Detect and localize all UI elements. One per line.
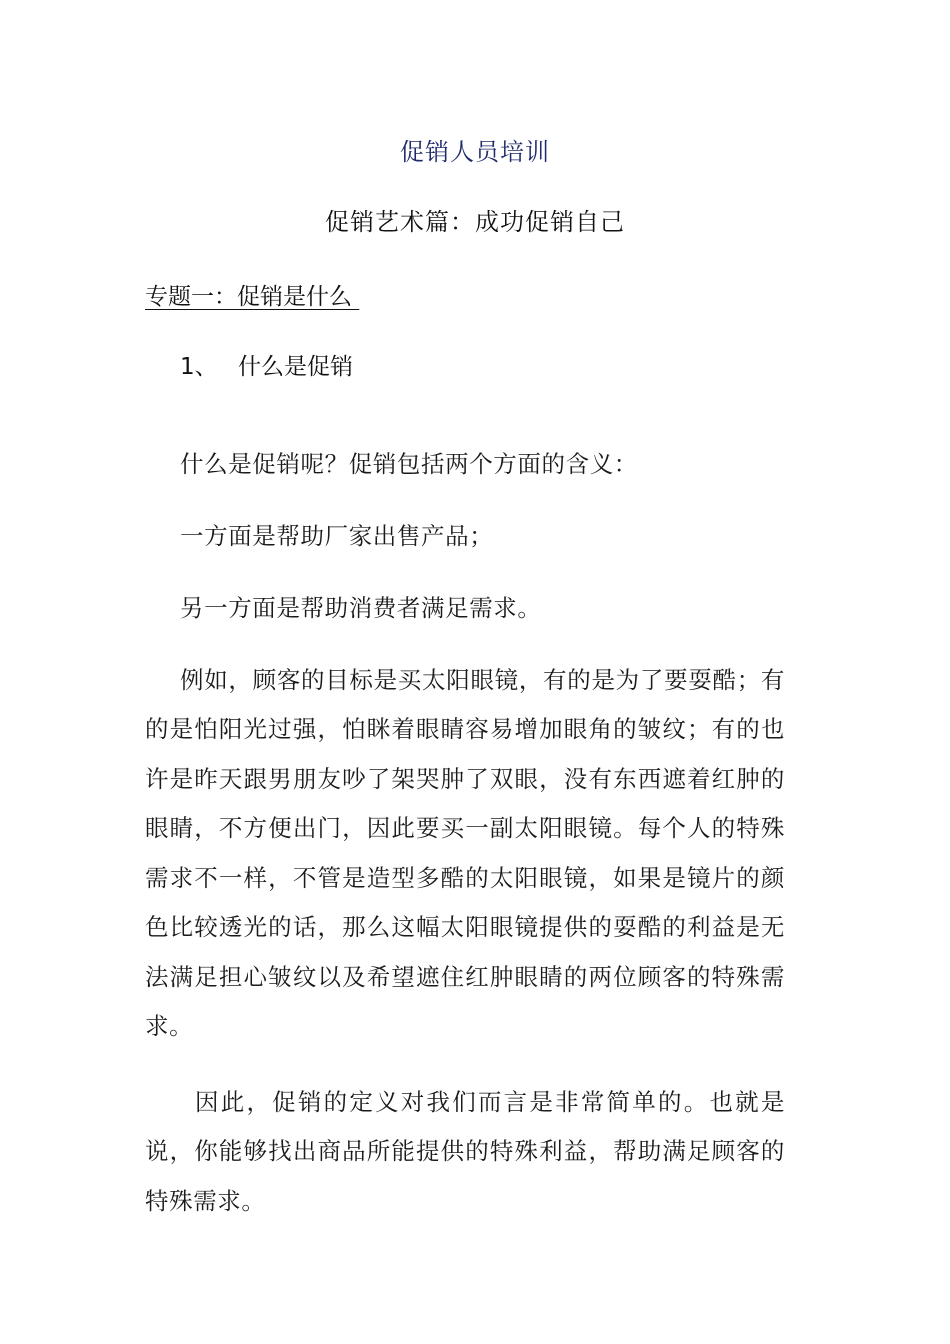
document-subtitle: 促销艺术篇：成功促销自己 <box>325 208 625 236</box>
paragraph-definition-intro: 什么是促销呢？促销包括两个方面的含义： <box>180 449 638 478</box>
document-title: 促销人员培训 <box>400 138 550 166</box>
paragraph-aspect-two: 另一方面是帮助消费者满足需求。 <box>180 593 542 622</box>
section-number: 1、 <box>180 354 218 380</box>
section-title: 什么是促销 <box>238 354 353 380</box>
paragraph-aspect-one: 一方面是帮助厂家出售产品； <box>180 521 494 550</box>
section-heading <box>180 350 353 384</box>
paragraph-conclusion: 因此，促销的定义对我们而言是非常简单的。也就是说，你能够找出商品所能提供的特殊利益，帮助满足顾客的特殊需求。 <box>145 1087 785 1215</box>
paragraph-example: 例如，顾客的目标是买太阳眼镜，有的是为了要耍酷；有的是怕阳光过强，怕眯着眼睛容易增加眼角的皱纹；有的也许是昨天跟男朋友吵了架哭肿了双眼，没有东西遮着红肿的眼睛，不方便出门，因此要买一副太阳眼镜。每个人的特殊需求不一样，不管是造型多酷的太阳眼镜，如果是镜片的颜色比较透光的话，那么这幅太阳眼镜提供的耍酷的利益是无法满足担心皱纹以及希望遮住红肿眼睛的两位顾客的特殊需求。 <box>145 665 785 1040</box>
topic-heading: 专题一：促销是什么 <box>145 284 360 310</box>
